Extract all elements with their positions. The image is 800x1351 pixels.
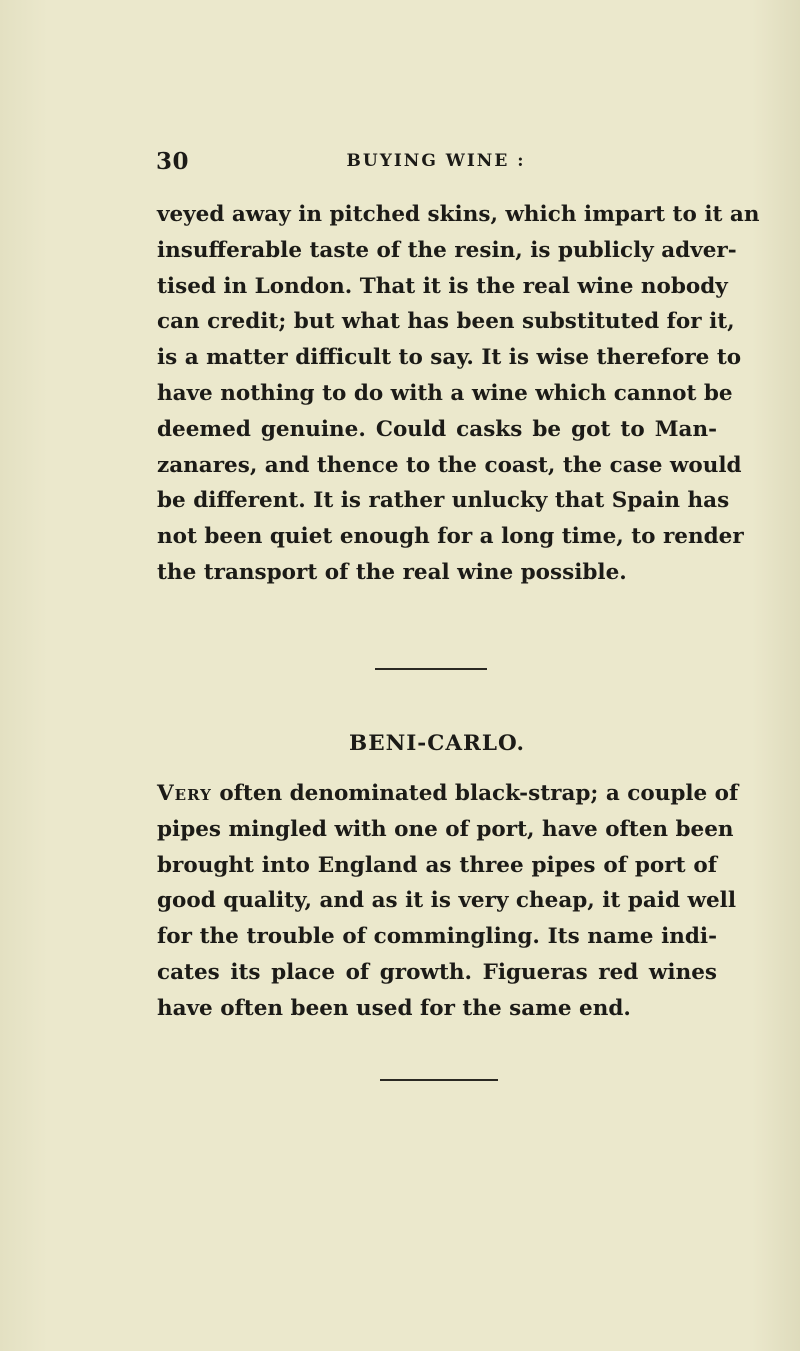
text-line: pipes mingled with one of port, have often been [157,816,734,842]
paragraph-continued [157,197,760,591]
text-line: be different. It is rather unlucky that Spain has [157,488,730,514]
text-line [157,776,739,812]
text-line-rest: often denominated black-strap; a couple of [211,781,739,806]
text-line: good quality, and as it is very cheap, it paid well [157,888,737,914]
text-line: can credit; but what has been substituted for it, [157,309,735,335]
text-line: have often been used for the same end. [157,995,631,1021]
text-line: insufferable taste of the resin, is publicly adver- [157,237,737,263]
end-divider-rule [380,1079,498,1081]
text-line: veyed away in pitched skins, which impart to it an [157,202,760,227]
text-line: have nothing to do with a wine which cannot be [157,380,733,406]
text-line: tised in London. That it is the real wine nobody [157,273,728,299]
text-line: is a matter difficult to say. It is wise therefore to [157,345,742,371]
text-line: not been quiet enough for a long time, to render [157,524,744,550]
text-line: the transport of the real wine possible. [157,559,627,585]
lead-in-smallcaps: Very [157,781,212,806]
text-line: zanares, and thence to the coast, the case would [157,452,742,478]
text-line: cates its place of growth. Figueras red wines [157,959,717,985]
page-number: 30 [156,148,190,175]
text-line: deemed genuine. Could casks be got to Man- [157,416,717,442]
running-title: BUYING WINE : [346,151,526,171]
running-head [156,148,716,178]
section-divider-rule [375,668,487,670]
section-paragraph [157,776,739,1027]
section-heading: BENI-CARLO. [349,731,525,756]
text-line: brought into England as three pipes of port of [157,852,717,878]
text-line: for the trouble of commingling. Its name indi- [157,924,717,950]
